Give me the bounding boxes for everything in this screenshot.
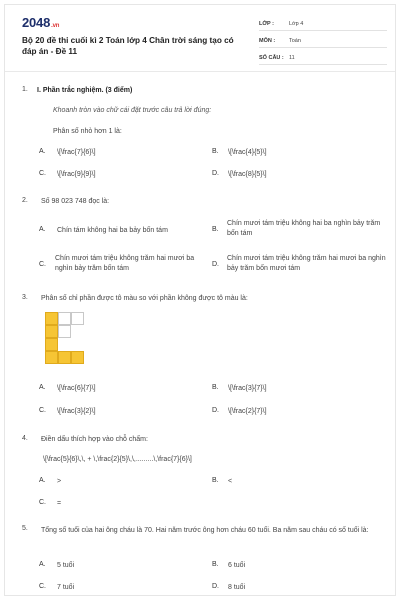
document-page bbox=[4, 4, 396, 596]
q3-option-a-text[interactable]: \[\frac{6}{7}\] bbox=[57, 385, 96, 392]
meta-subject bbox=[259, 34, 387, 48]
document-meta bbox=[259, 17, 387, 68]
q2-option-c-letter[interactable]: C. bbox=[39, 261, 46, 268]
q5-option-a-text[interactable]: 5 tuổi bbox=[57, 562, 75, 569]
q1-option-c-text[interactable]: \[\frac{9}{9}\] bbox=[57, 171, 96, 178]
q1-option-a-text[interactable]: \[\frac{7}{6}\] bbox=[57, 149, 96, 156]
q1-instruction: Khoanh tròn vào chữ cái đặt trước câu trả lời đúng: bbox=[53, 107, 212, 114]
grid-cell-filled bbox=[45, 351, 58, 364]
q3-option-d-letter[interactable]: D. bbox=[212, 407, 219, 414]
q2-stem: Số 98 023 748 đọc là: bbox=[41, 198, 110, 205]
q2-option-d-letter[interactable]: D. bbox=[212, 261, 219, 268]
document-title: Bộ 20 đề thi cuối kì 2 Toán lớp 4 Chân trời sáng tạo có đáp án - Đề 11 bbox=[22, 36, 234, 56]
q2-option-b-letter[interactable]: B. bbox=[212, 226, 219, 233]
q1-option-c-letter[interactable]: C. bbox=[39, 170, 46, 177]
q5-option-d-text[interactable]: 8 tuổi bbox=[228, 584, 246, 591]
q4-option-c-text[interactable]: = bbox=[57, 500, 62, 507]
logo-suffix-text: .vn bbox=[51, 23, 60, 29]
q4-expression: \[\frac{5}{6}\,\, + \,\frac{2}{5}\,\,.........\,\frac{7}{6}\] bbox=[43, 456, 192, 463]
meta-subject-value: Toán bbox=[289, 37, 301, 44]
q1-option-d-letter[interactable]: D. bbox=[212, 170, 219, 177]
q4-option-b-letter[interactable]: B. bbox=[212, 477, 219, 484]
q5-option-a-letter[interactable]: A. bbox=[39, 561, 46, 568]
q4-option-a-letter[interactable]: A. bbox=[39, 477, 46, 484]
q5-option-b-letter[interactable]: B. bbox=[212, 561, 219, 568]
q5-option-c-letter[interactable]: C. bbox=[39, 583, 46, 590]
q2-number: 2. bbox=[22, 197, 28, 204]
q2-option-d-text[interactable]: Chín mươi tám triệu không trăm hai mươi ba nghìn bảy trăm bốn mươi tám bbox=[227, 255, 386, 272]
header-divider bbox=[5, 71, 395, 72]
q3-option-b-letter[interactable]: B. bbox=[212, 384, 219, 391]
q3-option-b-text[interactable]: \[\frac{3}{7}\] bbox=[228, 385, 267, 392]
q3-option-a-letter[interactable]: A. bbox=[39, 384, 46, 391]
q5-stem: Tổng số tuổi của hai ông cháu là 70. Hai năm trước ông hơn cháu 60 tuổi. Ba năm sau cháu có số tuổi là: bbox=[41, 527, 369, 534]
q3-option-d-text[interactable]: \[\frac{2}{7}\] bbox=[228, 408, 267, 415]
q4-number: 4. bbox=[22, 435, 28, 442]
page-header bbox=[5, 5, 395, 69]
grid-cell-empty bbox=[58, 312, 71, 325]
q3-stem: Phân số chỉ phần được tô màu so với phần không được tô màu là: bbox=[41, 295, 248, 302]
q4-option-c-letter[interactable]: C. bbox=[39, 499, 46, 506]
meta-count-label: SỐ CÂU : bbox=[259, 54, 284, 61]
q1-option-b-text[interactable]: \[\frac{4}{5}\] bbox=[228, 149, 267, 156]
q1-option-b-letter[interactable]: B. bbox=[212, 148, 219, 155]
grid-cell-empty bbox=[58, 325, 71, 338]
q4-option-a-text[interactable]: > bbox=[57, 478, 62, 485]
q2-option-b-text[interactable]: Chín mươi tám triệu không hai ba nghìn bảy trăm bốn tám bbox=[227, 220, 381, 237]
q4-option-b-text[interactable]: < bbox=[228, 478, 233, 485]
q1-number: 1. bbox=[22, 86, 28, 93]
grid-cell-empty bbox=[71, 312, 84, 325]
q2-option-a-letter[interactable]: A. bbox=[39, 226, 46, 233]
q2-option-c-text[interactable]: Chín mươi tám triệu không trăm hai mươi ba nghìn bảy trăm bốn tám bbox=[55, 255, 195, 272]
grid-cell-filled bbox=[45, 325, 58, 338]
q1-option-a-letter[interactable]: A. bbox=[39, 148, 46, 155]
q1-option-d-text[interactable]: \[\frac{8}{5}\] bbox=[228, 171, 267, 178]
q4-stem: Điền dấu thích hợp vào chỗ chấm: bbox=[41, 436, 148, 443]
q5-option-c-text[interactable]: 7 tuổi bbox=[57, 584, 75, 591]
grid-cell-filled bbox=[58, 351, 71, 364]
q3-option-c-text[interactable]: \[\frac{3}{2}\] bbox=[57, 408, 96, 415]
grid-cell-filled bbox=[45, 338, 58, 351]
q5-number: 5. bbox=[22, 525, 28, 532]
q3-option-c-letter[interactable]: C. bbox=[39, 407, 46, 414]
meta-question-count bbox=[259, 51, 387, 65]
meta-count-value: 11 bbox=[289, 54, 295, 61]
q5-option-b-text[interactable]: 6 tuổi bbox=[228, 562, 246, 569]
q5-option-d-letter[interactable]: D. bbox=[212, 583, 219, 590]
grid-cell-filled bbox=[71, 351, 84, 364]
q1-section-title: I. Phần trắc nghiệm. (3 điểm) bbox=[37, 87, 133, 94]
q3-number: 3. bbox=[22, 294, 28, 301]
meta-grade-value: Lớp 4 bbox=[289, 20, 304, 27]
grid-cell-filled bbox=[45, 312, 58, 325]
site-logo[interactable] bbox=[22, 15, 59, 30]
meta-subject-label: MÔN : bbox=[259, 37, 276, 44]
meta-grade bbox=[259, 17, 387, 31]
q2-option-a-text[interactable]: Chín tám không hai ba bảy bốn tám bbox=[57, 227, 168, 234]
meta-grade-label: LỚP : bbox=[259, 20, 274, 27]
q1-stem: Phân số nhỏ hơn 1 là: bbox=[53, 128, 122, 135]
logo-main-text: 2048 bbox=[22, 15, 51, 30]
